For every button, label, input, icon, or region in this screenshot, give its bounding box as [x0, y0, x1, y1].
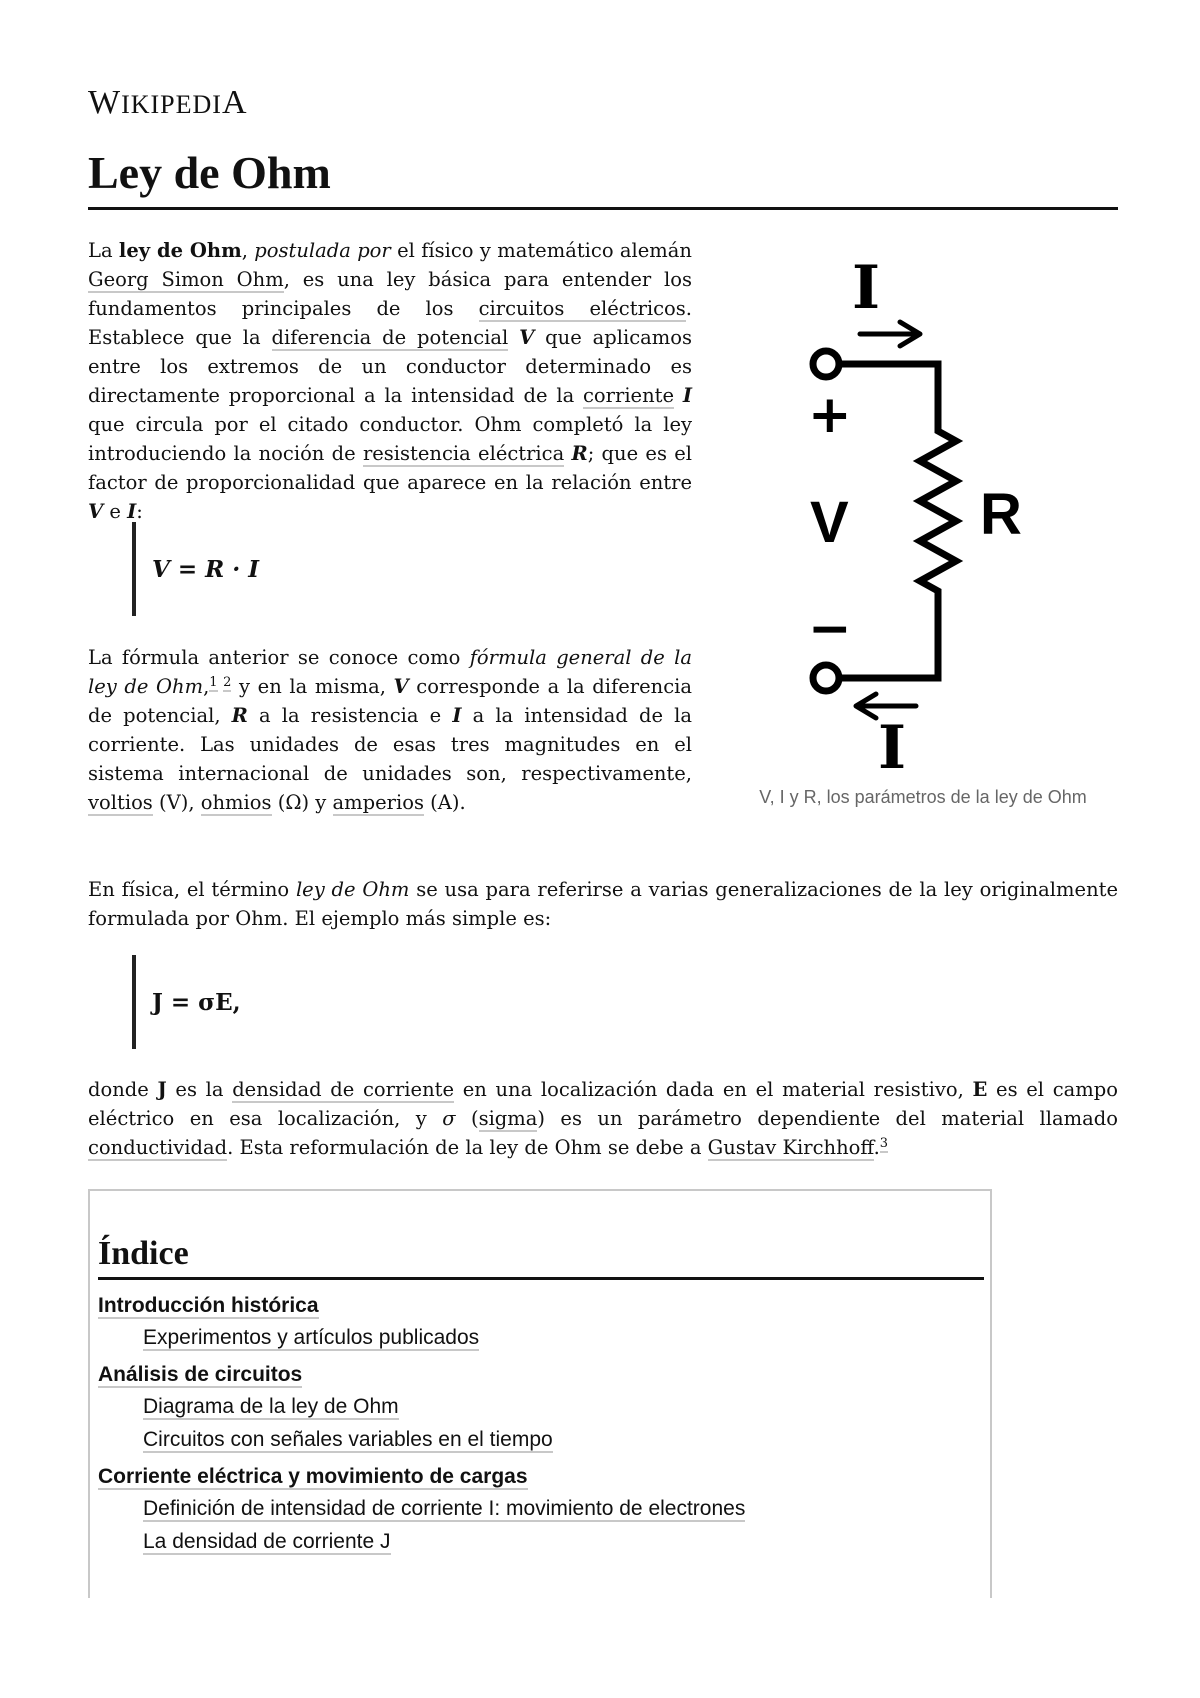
- toc-link-analisis-de-circuitos[interactable]: Análisis de circuitos: [98, 1363, 303, 1386]
- current-density-paragraph: donde J es la densidad de corriente en una localización dada en el material resistivo, E es el campo eléctrico en esa localización, y σ (sigma) es un parámetro dependiente del material llamado conductividad. Esta reformulación de la ley de Ohm se debe a Gustav Kirchhoff.$^3$: [88, 1078, 1118, 1159]
- math-symbol-v: V: [519, 326, 535, 349]
- math-symbol-i: I: [127, 500, 137, 523]
- toc-section: [98, 1360, 984, 1390]
- link-ohmios[interactable]: ohmios: [200, 791, 272, 814]
- ohm-circuit-diagram: [728, 236, 1118, 776]
- current-arrow-top: [860, 322, 920, 346]
- toc-subsection: [98, 1525, 984, 1558]
- math-symbol-e: E: [972, 1078, 988, 1101]
- toc-subsection: [98, 1390, 984, 1423]
- toc-section: [98, 1291, 984, 1321]
- reference-3[interactable]: 3: [879, 1135, 889, 1151]
- math-symbol-i: I: [452, 704, 462, 727]
- wordmark-final: A: [221, 84, 248, 121]
- toc-link-experimentos[interactable]: Experimentos y artículos publicados: [143, 1326, 480, 1349]
- label-voltage: V: [810, 490, 849, 555]
- wikipedia-wordmark[interactable]: [88, 84, 248, 122]
- formula-explanation-paragraph: La fórmula anterior se conoce como fórmula general de la ley de Ohm,$^{1 2}$ y en la misma, V corresponde a la diferencia de potencial, R a la resistencia e I a la intensidad de la corriente. Las unidades de esas tres magnitudes en el sistema internacional de unidades son, respectivamente, voltios (V), ohmios (Ω) y amperios (A).: [88, 646, 693, 814]
- figure-caption: V, I y R, los parámetros de la ley de Ohm: [759, 787, 1087, 807]
- formula-ohm-law: [132, 522, 259, 616]
- toc-section: [98, 1462, 984, 1492]
- generalization-paragraph: En física, el término ley de Ohm se usa para referirse a varias generalizaciones de la ley originalmente formulada por Ohm. El ejemplo más simple es:: [88, 878, 1119, 930]
- math-symbol-j: J: [157, 1078, 167, 1101]
- toc-link-introduccion-historica[interactable]: Introducción histórica: [98, 1294, 319, 1317]
- reference-1[interactable]: 1: [209, 674, 218, 690]
- formula-current-density: [132, 955, 241, 1049]
- link-corriente[interactable]: corriente: [583, 384, 675, 407]
- table-of-contents: [88, 1189, 992, 1598]
- page-title: Ley de Ohm: [88, 146, 1118, 210]
- link-gustav-kirchhoff[interactable]: Gustav Kirchhoff: [707, 1136, 874, 1159]
- toc-subsection: [98, 1492, 984, 1525]
- terminal-bottom: [813, 665, 839, 691]
- bold-term: ley de Ohm: [118, 239, 242, 262]
- wordmark-initial: W: [88, 84, 122, 121]
- terminal-top: [813, 351, 839, 377]
- toc-link-definicion-intensidad[interactable]: Definición de intensidad de corriente I: movimiento de electrones: [143, 1497, 746, 1520]
- link-diferencia-de-potencial[interactable]: diferencia de potencial: [271, 326, 509, 349]
- math-symbol-i: I: [682, 384, 692, 407]
- toc-subsection: [98, 1321, 984, 1354]
- math-symbol-v: V: [88, 500, 104, 523]
- formula-text: V = R · I: [152, 555, 260, 583]
- intro-paragraph: La ley de Ohm, postulada por el físico y matemático alemán Georg Simon Ohm, es una ley básica para entender los fundamentos principales de los circuitos eléctricos. Establece que la diferencia de potencial V que aplicamos entre los extremos de un conductor determinado es directamente proporcional a la intensidad de la corriente I que circula por el citado conductor. Ohm completó la ley introduciendo la noción de resistencia eléctrica R; que es el factor de proporcionalidad que aparece en la relación entre V e I:: [88, 239, 692, 523]
- label-minus: −: [808, 599, 852, 659]
- label-plus: +: [808, 385, 852, 445]
- label-resistance: R: [980, 482, 1022, 547]
- toc-subsection: [98, 1423, 984, 1456]
- wordmark-middle: IKIPEDI: [121, 90, 222, 119]
- math-symbol-sigma: σ: [442, 1107, 456, 1130]
- toc-link-corriente-electrica[interactable]: Corriente eléctrica y movimiento de cargas: [98, 1465, 528, 1488]
- link-voltios[interactable]: voltios: [88, 791, 153, 814]
- link-resistencia-electrica[interactable]: resistencia eléctrica: [362, 442, 565, 465]
- math-symbol-r: R: [571, 442, 588, 465]
- link-densidad-de-corriente[interactable]: densidad de corriente: [232, 1078, 455, 1101]
- ohm-circuit-figure[interactable]: [728, 236, 1118, 816]
- label-current-top: I: [852, 253, 881, 323]
- link-amperios[interactable]: amperios: [332, 791, 424, 814]
- toc-link-diagrama[interactable]: Diagrama de la ley de Ohm: [143, 1395, 399, 1418]
- link-georg-simon-ohm[interactable]: Georg Simon Ohm: [88, 268, 284, 291]
- math-symbol-r: R: [231, 704, 248, 727]
- toc-title: Índice: [98, 1235, 984, 1280]
- label-current-bottom: I: [878, 713, 907, 776]
- formula-text: J = σE,: [152, 988, 241, 1016]
- link-conductividad[interactable]: conductividad: [88, 1136, 228, 1159]
- toc-link-circuitos-variables[interactable]: Circuitos con señales variables en el tiempo: [143, 1428, 553, 1451]
- link-sigma[interactable]: sigma: [478, 1107, 538, 1130]
- toc-list: [98, 1291, 984, 1558]
- toc-link-densidad-corriente[interactable]: La densidad de corriente J: [143, 1530, 391, 1553]
- link-circuitos-electricos[interactable]: circuitos eléctricos: [478, 297, 686, 320]
- math-symbol-v: V: [393, 675, 409, 698]
- reference-2[interactable]: 2: [223, 674, 232, 690]
